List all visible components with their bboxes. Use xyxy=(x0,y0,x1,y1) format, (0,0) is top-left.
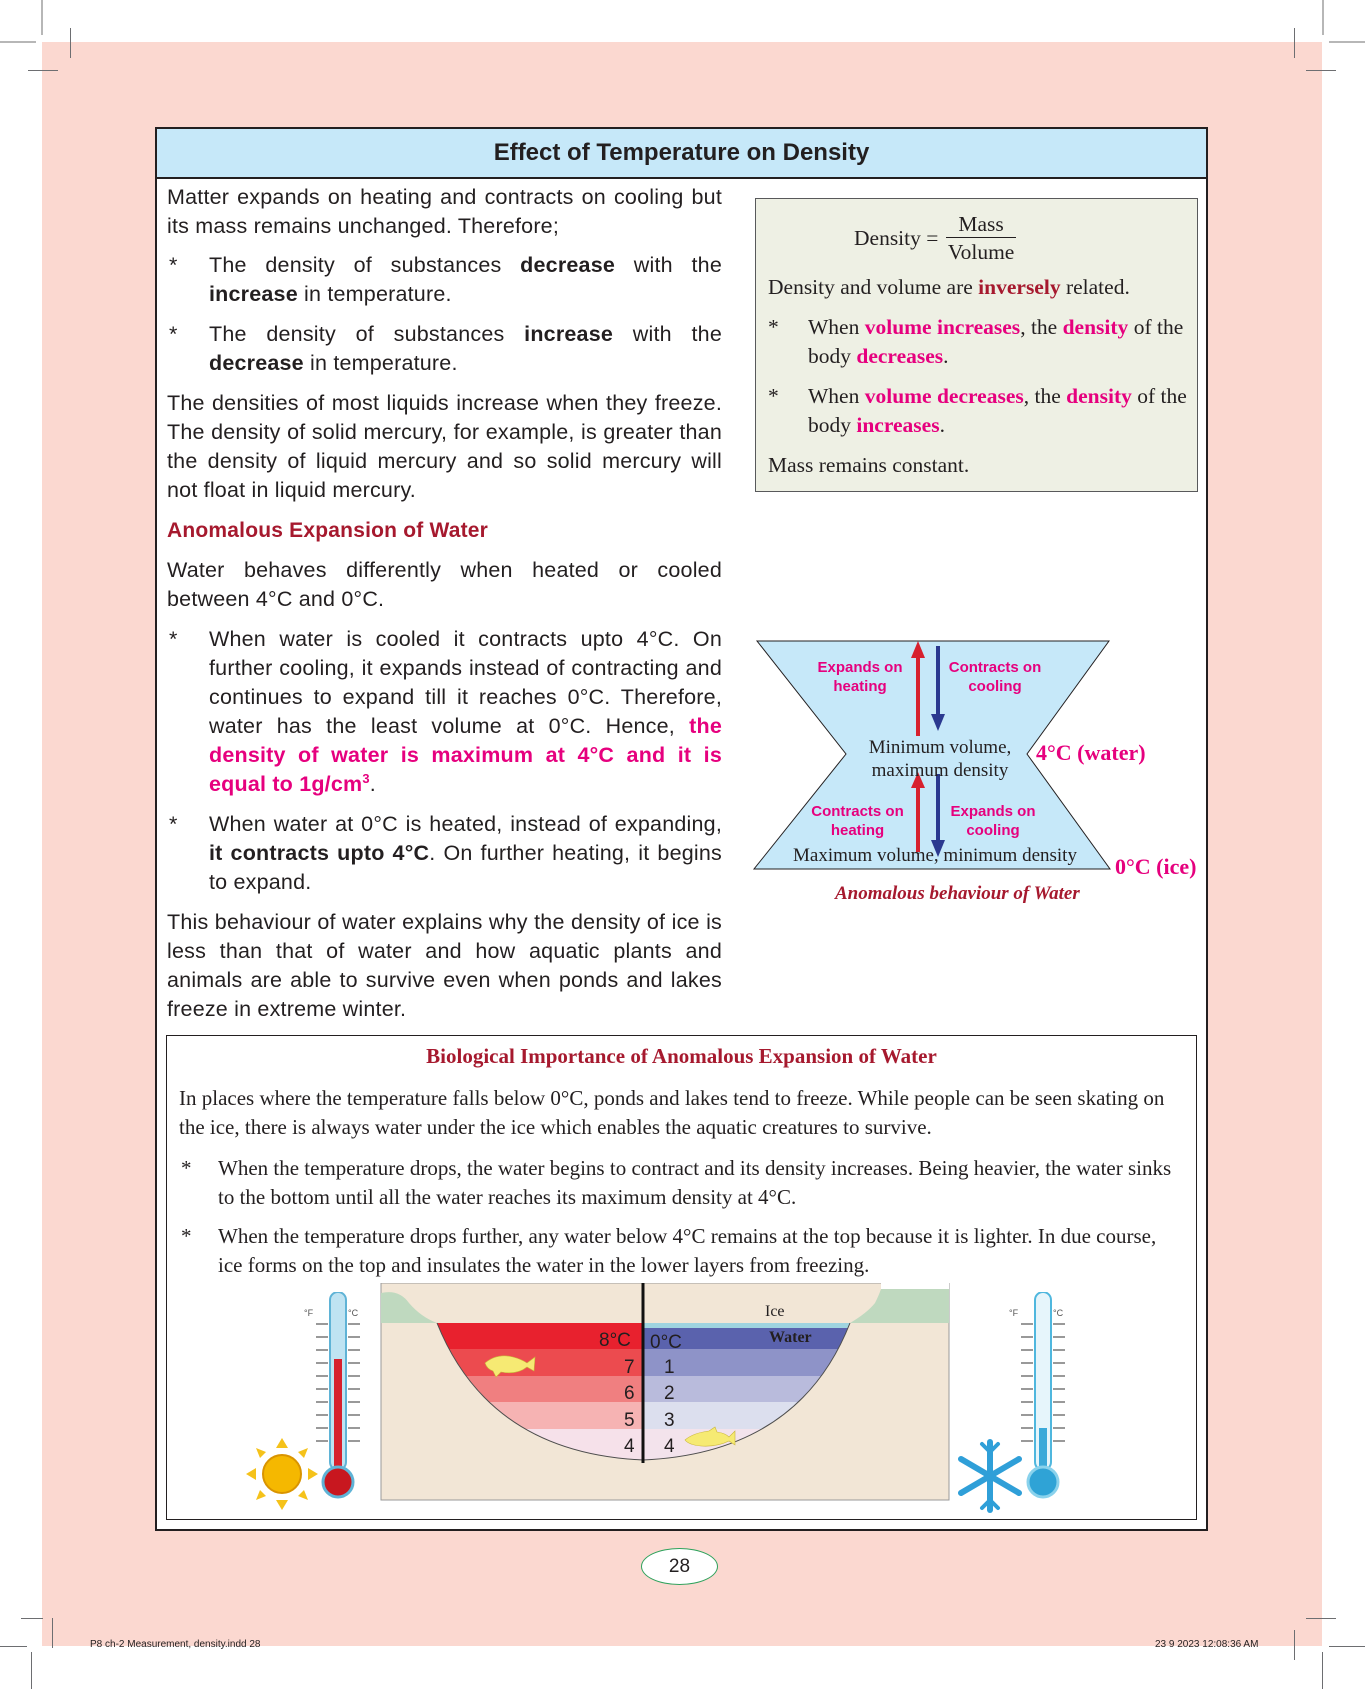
celsius-label: °C xyxy=(348,1308,359,1318)
minimum-volume-label: Minimum volume, maximum density xyxy=(868,737,1012,781)
bio-bullet-contract: * When the temperature drops, the water begins to contract and its density increases. Being heavier, the water sinks to the bottom until all the water reaches its maximum density at 4°C. xyxy=(181,1156,1172,1209)
maximum-volume-label: Maximum volume, minimum density xyxy=(793,845,1077,866)
left-column xyxy=(167,183,722,1024)
density-formula-box xyxy=(755,198,1198,492)
contracts-on-heating-label: Contracts on heating xyxy=(811,803,904,839)
bio-paragraph: In places where the temperature falls below 0°C, ponds and lakes tend to freeze. While people can be seen skating on the ice, there is always water under the ice which enables the aquatic creatures to survive. xyxy=(179,1086,1165,1139)
crop-mark xyxy=(0,41,36,43)
mass-constant-line: Mass remains constant. xyxy=(768,453,970,477)
crop-mark xyxy=(1329,41,1365,43)
section-title: Effect of Temperature on Density xyxy=(157,129,1206,179)
bullet-star: * xyxy=(169,253,178,277)
celsius-label: °C xyxy=(1053,1308,1064,1318)
contracts-on-cooling-label: Contracts on cooling xyxy=(948,659,1042,695)
volume-decrease-bullet: * When volume decreases, the density of the body increases. xyxy=(768,384,1187,437)
fraction: $\frac{\text{Mass}}{\text{Volume}}$ xyxy=(947,212,1015,264)
crop-mark xyxy=(70,28,71,58)
hot-thermometer xyxy=(240,1292,370,1517)
crop-mark xyxy=(1322,0,1324,35)
warm-label-2: 6 xyxy=(624,1383,635,1404)
warm-label-1: 7 xyxy=(624,1357,635,1378)
cold-label-0: 0°C xyxy=(650,1332,682,1353)
crop-mark xyxy=(41,0,43,35)
warm-label-0: 8°C xyxy=(599,1330,631,1351)
intro-paragraph: Matter expands on heating and contracts on cooling but its mass remains unchanged. Therefore; xyxy=(167,185,722,238)
fahrenheit-label: °F xyxy=(1009,1308,1019,1318)
bio-bullet-ice-forms: * When the temperature drops further, any water below 4°C remains at the top because it is lighter. In due course, ice forms on the top and insulates the water in the lower layers from freezing. xyxy=(181,1224,1157,1277)
pond-cross-section-figure xyxy=(379,1283,951,1508)
crop-mark xyxy=(31,1652,32,1689)
crop-mark xyxy=(0,1646,27,1647)
bullet-water-cooled: * When water is cooled it contracts upto 4°C. On further cooling, it expands instead of contracting and continues to expand till it reaches 0°C. Therefore, water has the least volume at 0°C. Hence, the density of water is maximum at 4°C and it is equal to $1g/cm^3$. xyxy=(169,627,722,796)
relation-line: Density and volume are inversely related. xyxy=(768,275,1130,299)
crop-mark xyxy=(52,1618,53,1648)
bullet-star: * xyxy=(169,627,178,651)
expands-on-cooling-label: Expands on cooling xyxy=(950,803,1036,839)
cold-label-3: 3 xyxy=(664,1410,675,1431)
warm-label-3: 5 xyxy=(624,1410,635,1431)
bullet-water-heated: * When water at 0°C is heated, instead of expanding, it contracts upto 4°C. On further heating, it begins to expand. xyxy=(169,812,722,894)
crop-mark xyxy=(21,1618,43,1619)
bullet-star: * xyxy=(169,812,178,836)
sun-icon xyxy=(246,1438,318,1510)
cold-label-1: 1 xyxy=(664,1357,675,1378)
page-number: 28 xyxy=(641,1548,718,1585)
crop-mark xyxy=(1322,1652,1323,1689)
ice-label: Ice xyxy=(765,1303,785,1320)
crop-mark xyxy=(1306,70,1336,71)
density-formula: Density = $\frac{\text{Mass}}{\text{Volume}}$ xyxy=(854,212,1015,264)
water-paragraph: Water behaves differently when heated or cooled between 4°C and 0°C. xyxy=(167,558,722,611)
volume-increase-bullet: * When volume increases, the density of the body decreases. xyxy=(768,315,1184,368)
crop-mark xyxy=(1329,1646,1365,1647)
bullet-density-increase: * The density of substances increase with the decrease in temperature. xyxy=(169,322,722,375)
diagram-caption: Anomalous behaviour of Water xyxy=(835,883,1080,904)
snowflake-icon xyxy=(961,1442,1019,1510)
liquids-paragraph: The densities of most liquids increase when they freeze. The density of solid mercury, for example, is greater than the density of liquid mercury and so solid mercury will not float in liquid mercury. xyxy=(167,391,722,502)
expands-on-heating-label: Expands on heating xyxy=(817,659,903,695)
temp-water-label: 4°C (water) xyxy=(1036,740,1146,765)
cold-thermometer xyxy=(955,1292,1095,1517)
water-label: Water xyxy=(769,1329,812,1346)
slug-timestamp: 23 9 2023 12:08:36 AM xyxy=(1155,1639,1259,1650)
anomalous-behaviour-diagram xyxy=(740,630,1220,915)
temp-ice-label: 0°C (ice) xyxy=(1115,854,1197,879)
crop-mark xyxy=(28,70,58,71)
crop-mark xyxy=(1294,28,1295,58)
slug-file-name: P8 ch-2 Measurement, density.indd 28 xyxy=(90,1639,261,1650)
cold-label-2: 2 xyxy=(664,1383,675,1404)
crop-mark xyxy=(1306,1618,1336,1619)
fahrenheit-label: °F xyxy=(304,1308,314,1318)
bio-title: Biological Importance of Anomalous Expansion of Water xyxy=(426,1044,937,1068)
warm-label-4: 4 xyxy=(624,1436,635,1457)
subheading-anomalous-expansion: Anomalous Expansion of Water xyxy=(167,519,489,542)
crop-mark xyxy=(1294,1630,1295,1660)
highlight-max-density: the density of water is maximum at 4°C and it is equal to $1g/cm^3$ xyxy=(209,714,722,796)
bullet-star: * xyxy=(169,322,178,346)
cold-label-4: 4 xyxy=(664,1436,675,1457)
closing-paragraph: This behaviour of water explains why the density of ice is less than that of water and how aquatic plants and animals are able to survive even when ponds and lakes freeze in extreme winter. xyxy=(167,910,722,1021)
bullet-density-decrease: * The density of substances decrease with the increase in temperature. xyxy=(169,253,722,306)
